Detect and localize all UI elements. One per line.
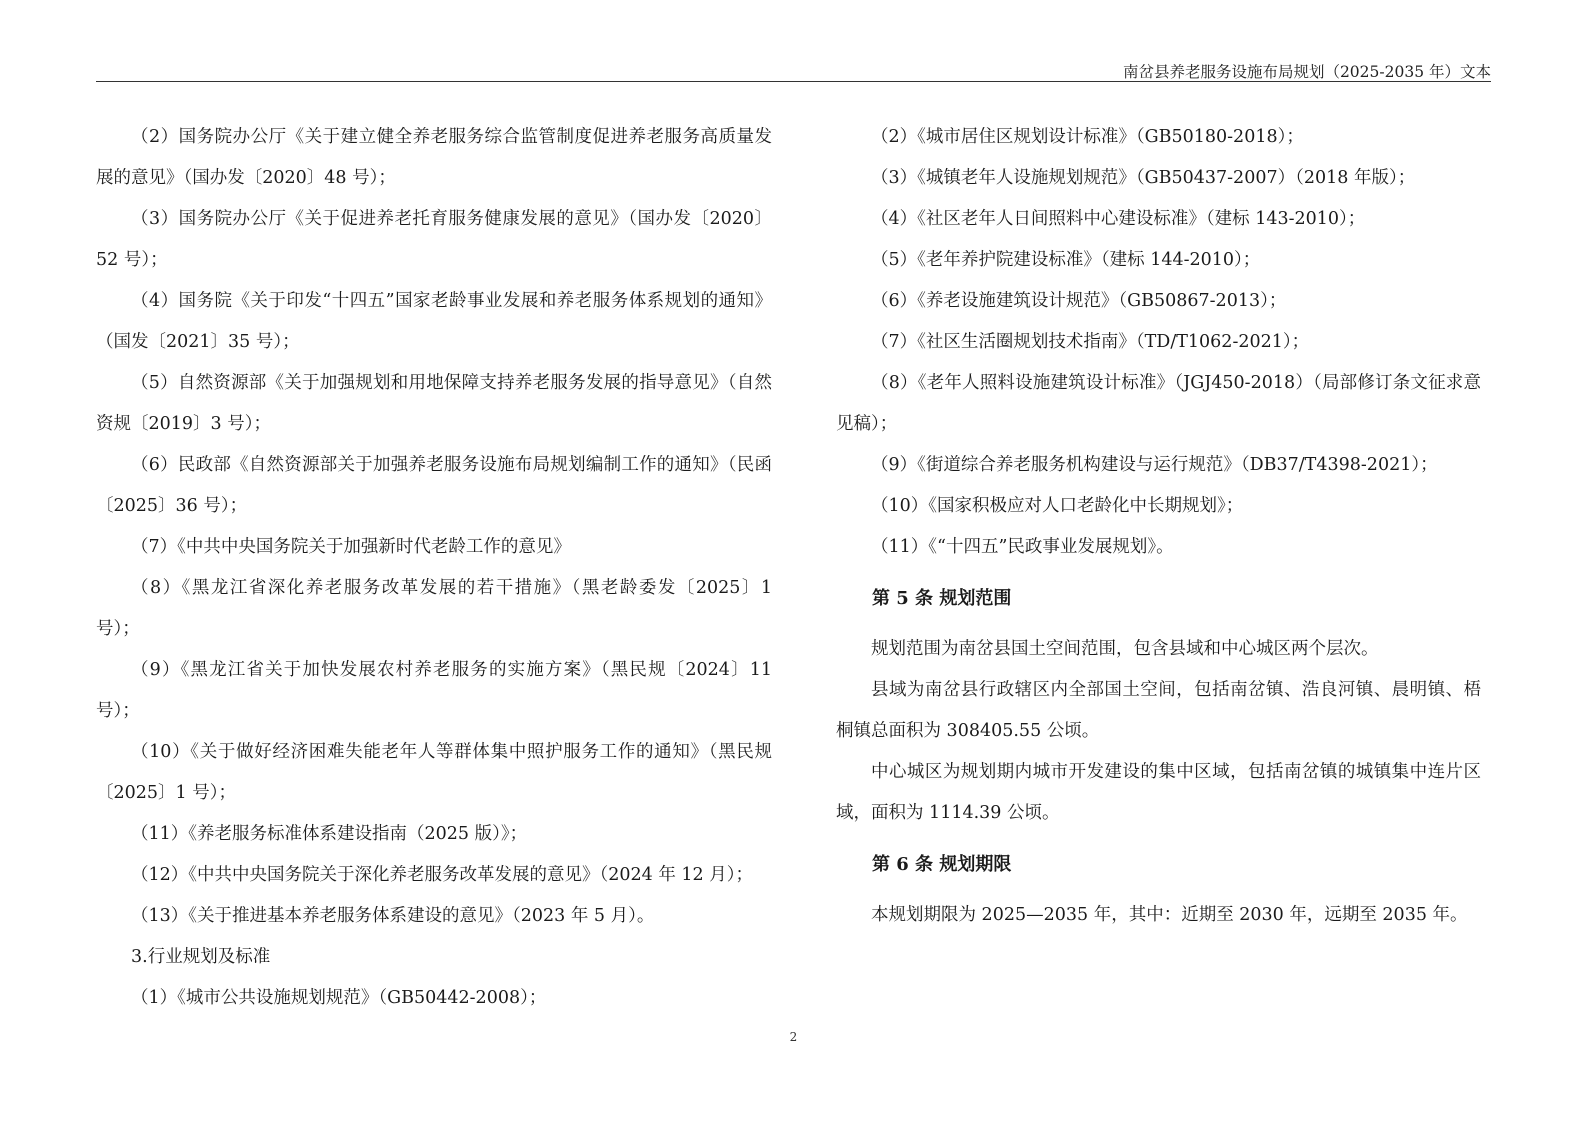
list-item: （4）国务院《关于印发“十四五”国家老龄事业发展和养老服务体系规划的通知》（国发〔2021〕35 号）； (96, 291, 772, 352)
page-number: 2 (789, 1030, 798, 1044)
left-column (96, 117, 772, 1019)
list-item: （6）民政部《自然资源部关于加强养老服务设施布局规划编制工作的通知》（民函〔2025〕36 号）； (96, 455, 772, 516)
header-divider (96, 81, 1491, 82)
list-item: （11）《养老服务标准体系建设指南（2025 版）》； (131, 824, 528, 844)
list-item: （5）自然资源部《关于加强规划和用地保障支持养老服务发展的指导意见》（自然资规〔2019〕3 号）； (96, 373, 772, 434)
list-item: （9）《街道综合养老服务机构建设与运行规范》（DB37/T4398-2021）； (871, 455, 1438, 475)
list-item: （10）《国家积极应对人口老龄化中长期规划》； (871, 496, 1244, 516)
subsection-title: 3.行业规划及标准 (131, 947, 271, 967)
list-item: （6）《养老设施建筑设计规范》（GB50867-2013）； (871, 291, 1287, 311)
list-item: （7）《中共中央国务院关于加强新时代老龄工作的意见》 (131, 537, 571, 557)
list-item: （7）《社区生活圈规划技术指南》（TD/T1062-2021）； (871, 332, 1310, 352)
right-column (836, 117, 1481, 936)
list-item: （9）《黑龙江省关于加快发展农村养老服务的实施方案》（黑民规〔2024〕11 号）； (96, 660, 772, 721)
list-item: （13）《关于推进基本养老服务体系建设的意见》（2023 年 5 月）。 (131, 906, 655, 926)
scope-paragraph: 规划范围为南岔县国土空间范围，包含县域和中心城区两个层次。 (871, 639, 1379, 659)
period-paragraph: 本规划期限为 2025—2035 年，其中：近期至 2030 年，远期至 2035 年。 (871, 905, 1468, 925)
section-heading-scope: 第 5 条 规划范围 (872, 588, 1012, 609)
list-item: （8）《黑龙江省深化养老服务改革发展的若干措施》（黑老龄委发〔2025〕1 号）； (96, 578, 772, 639)
list-item: （3）国务院办公厅《关于促进养老托育服务健康发展的意见》（国办发〔2020〕52 号）； (96, 209, 772, 270)
list-item: （11）《“十四五”民政事业发展规划》。 (871, 537, 1174, 557)
list-item: （12）《中共中央国务院关于深化养老服务改革发展的意见》（2024 年 12 月）； (131, 865, 754, 885)
running-header: 南岔县养老服务设施布局规划（2025-2035 年）文本 (1122, 63, 1491, 81)
list-item: （2）《城市居住区规划设计标准》（GB50180-2018）； (871, 127, 1304, 147)
list-item: （5）《老年养护院建设标准》（建标 144-2010）； (871, 250, 1261, 270)
list-item: （4）《社区老年人日间照料中心建设标准》（建标 143-2010）； (871, 209, 1366, 229)
section-heading-period: 第 6 条 规划期限 (872, 854, 1012, 875)
scope-paragraph: 中心城区为规划期内城市开发建设的集中区域，包括南岔镇的城镇集中连片区域，面积为 1114.39 公顷。 (836, 762, 1481, 823)
scope-paragraph: 县域为南岔县行政辖区内全部国土空间，包括南岔镇、浩良河镇、晨明镇、梧桐镇总面积为 308405.55 公顷。 (836, 680, 1481, 741)
list-item: （3）《城镇老年人设施规划规范》（GB50437-2007）（2018 年版）； (871, 168, 1416, 188)
list-item: （1）《城市公共设施规划规范》（GB50442-2008）； (131, 988, 547, 1008)
list-item: （2）国务院办公厅《关于建立健全养老服务综合监管制度促进养老服务高质量发展的意见》（国办发〔2020〕48 号）； (96, 127, 772, 188)
list-item: （10）《关于做好经济困难失能老年人等群体集中照护服务工作的通知》（黑民规〔2025〕1 号）； (96, 742, 772, 803)
list-item: （8）《老年人照料设施建筑设计标准》（JGJ450-2018）（局部修订条文征求意见稿）； (836, 373, 1481, 434)
